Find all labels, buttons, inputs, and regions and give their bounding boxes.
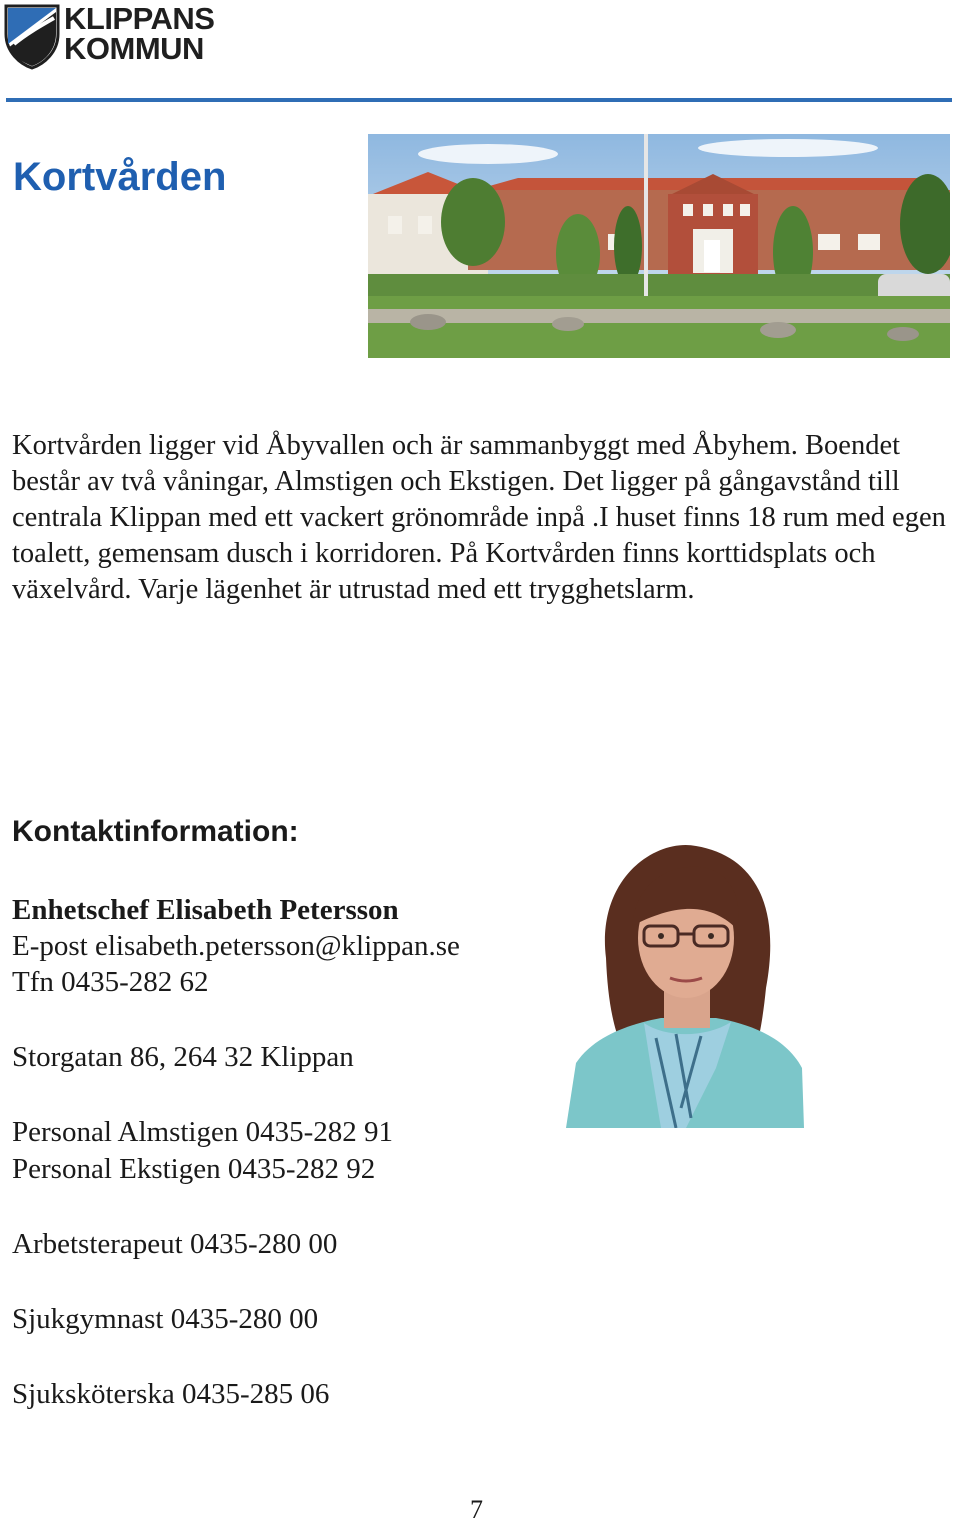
page-number: 7 (470, 1495, 483, 1524)
nurse-phone: Sjuksköterska 0435-285 06 (12, 1378, 330, 1410)
unit-manager: Enhetschef Elisabeth Petersson (12, 894, 399, 926)
manager-portrait (566, 838, 804, 1128)
header-divider (6, 98, 952, 102)
contact-heading: Kontaktinformation: (12, 815, 299, 848)
staff-almstigen-phone: Personal Almstigen 0435-282 91 (12, 1116, 394, 1148)
contact-phone: Tfn 0435-282 62 (12, 966, 209, 998)
contact-address: Storgatan 86, 264 32 Klippan (12, 1041, 354, 1073)
physiotherapist-phone: Sjukgymnast 0435-280 00 (12, 1303, 319, 1335)
building-photo (368, 134, 950, 358)
klippans-kommun-logo (4, 2, 234, 70)
occupational-therapist-phone: Arbetsterapeut 0435-280 00 (12, 1228, 338, 1260)
logo-line-2: KOMMUN (64, 31, 204, 66)
municipal-shield-icon (4, 4, 60, 70)
logo-wordmark (64, 1, 215, 66)
intro-paragraph: Kortvården ligger vid Åbyvallen och är sammanbyggt med Åbyhem. Boendet består av två våningar, Almstigen och Ekstigen. Det ligger på gångavstånd till centrala Klippan med ett vackert grönområde inpå .I huset finns 18 rum med egen toalett, gemensam dusch i korridoren. På Kortvården finns korttidsplats och växelvård. Varje lägenhet är utrustad med ett trygghetslarm. (12, 430, 946, 605)
logo-line-1: KLIPPANS (64, 1, 215, 36)
page-title: Kortvården (13, 155, 227, 199)
staff-ekstigen-phone: Personal Ekstigen 0435-282 92 (12, 1153, 376, 1185)
contact-email[interactable]: E-post elisabeth.petersson@klippan.se (12, 930, 460, 962)
